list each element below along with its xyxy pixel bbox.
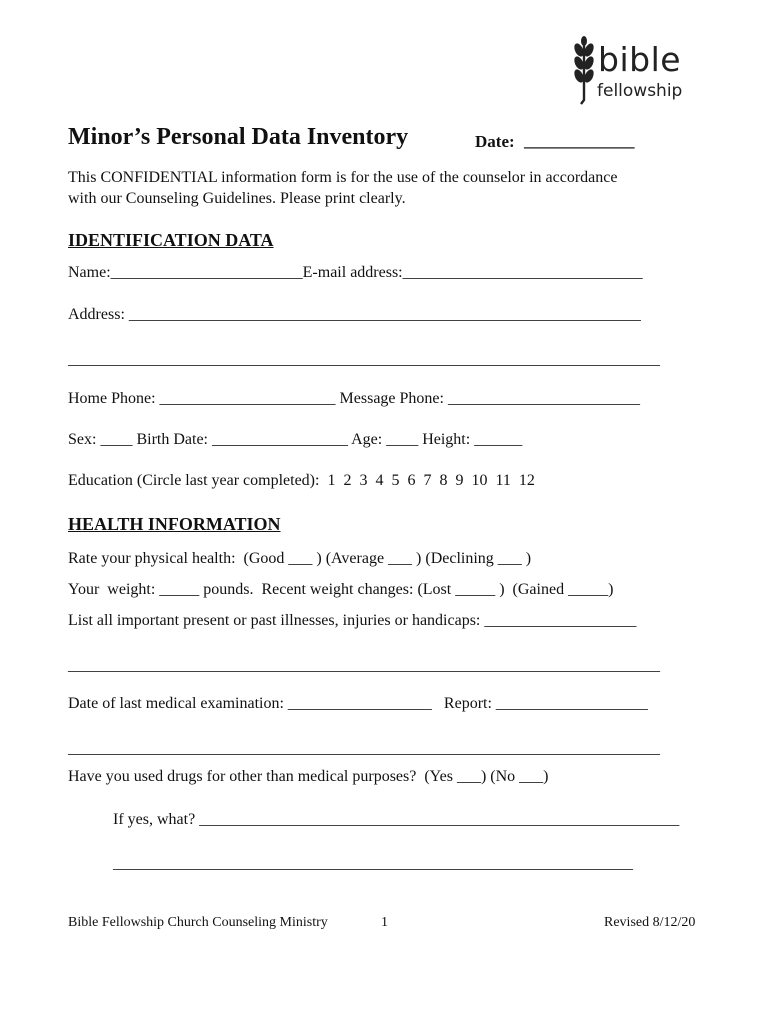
medical-exam-field[interactable]: Date of last medical examination: __________________ Report: ___________________	[68, 695, 648, 712]
drugs-question[interactable]: Have you used drugs for other than medical purposes? (Yes ___) (No ___)	[68, 768, 549, 785]
name-email-field[interactable]: Name:________________________E-mail address:______________________________	[68, 264, 643, 281]
section-heading-health: HEALTH INFORMATION	[68, 514, 281, 534]
date-label: Date:	[475, 132, 515, 151]
logo-text-fellowship: fellowship	[597, 81, 683, 101]
illnesses-field-line-2[interactable]: __________________________________________________________________________	[68, 657, 660, 674]
if-yes-field-line-2[interactable]: _________________________________________________________________	[113, 855, 633, 872]
medical-field-line-2[interactable]: __________________________________________________________________________	[68, 740, 660, 757]
bible-fellowship-logo	[572, 36, 702, 108]
address-field[interactable]: Address: ________________________________________________________________	[68, 306, 641, 323]
logo-text-bible: bible	[598, 40, 682, 79]
form-title: Minor’s Personal Data Inventory	[68, 124, 409, 150]
rate-health-field[interactable]: Rate your physical health: (Good ___ ) (Average ___ ) (Declining ___ )	[68, 550, 532, 567]
footer-revised-date: Revised 8/12/20	[604, 915, 696, 930]
weight-field[interactable]: Your weight: _____ pounds. Recent weight changes: (Lost _____ ) (Gained _____)	[68, 581, 614, 598]
illnesses-field[interactable]: List all important present or past illnesses, injuries or handicaps: ___________________	[68, 612, 637, 629]
footer-page-number: 1	[381, 915, 388, 930]
education-field[interactable]: Education (Circle last year completed): 1 2 3 4 5 6 7 8 9 10 11 12	[68, 472, 535, 489]
intro-line-1: This CONFIDENTIAL information form is for the use of the counselor in accordance	[68, 169, 618, 186]
sex-birth-age-height-fields[interactable]: Sex: ____ Birth Date: _________________ Age: ____ Height: ______	[68, 431, 523, 448]
wheat-icon	[572, 36, 598, 108]
section-heading-identification: IDENTIFICATION DATA	[68, 230, 274, 250]
footer-ministry: Bible Fellowship Church Counseling Ministry	[68, 915, 328, 930]
intro-line-2: with our Counseling Guidelines. Please print clearly.	[68, 190, 406, 207]
address-field-line-2[interactable]: __________________________________________________________________________	[68, 351, 660, 368]
date-field[interactable]: _____________	[524, 131, 635, 150]
phone-fields[interactable]: Home Phone: ______________________ Message Phone: ________________________	[68, 390, 640, 407]
if-yes-field[interactable]: If yes, what? ____________________________________________________________	[113, 811, 680, 828]
